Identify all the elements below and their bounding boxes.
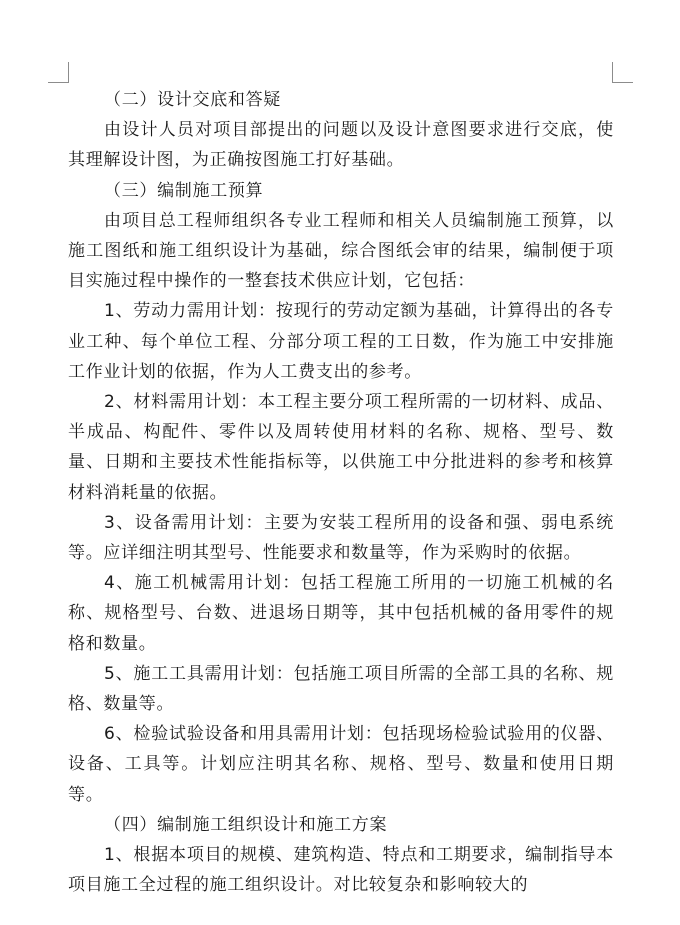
section-heading-2: （二）设计交底和答疑 [104, 90, 281, 110]
page-corner-mark-top-left [48, 62, 69, 83]
document-body [68, 85, 614, 900]
paragraph-equipment-plan: 3、设备需用计划：主要为安装工程所用的设备和强、弱电系统等。应详细注明其型号、性能要求和数量等，作为采购时的依据。 [68, 512, 614, 564]
section-heading-3: （三）编制施工预算 [104, 180, 264, 201]
paragraph-tools-plan: 5、施工工具需用计划：包括施工项目所需的全部工具的名称、规格、数量等。 [68, 663, 614, 715]
paragraph-labor-plan: 1、劳动力需用计划：按现行的劳动定额为基础，计算得出的各专业工种、每个单位工程、分部分项工程的工日数，作为施工中安排施工作业计划的依据，作为人工费支出的参考。 [68, 301, 614, 382]
paragraph-design-disclosure: 由设计人员对项目部提出的问题以及设计意图要求进行交底，使其理解设计图，为正确按图施工打好基础。 [68, 120, 614, 171]
section-heading-4: （四）编制施工组织设计和施工方案 [104, 814, 388, 835]
paragraph-budget-intro: 由项目总工程师组织各专业工程师和相关人员编制施工预算，以施工图纸和施工组织设计为基础，综合图纸会审的结果，编制便于项目实施过程中操作的一整套技术供应计划，它包括： [68, 210, 614, 292]
paragraph-testing-plan: 6、检验试验设备和用具需用计划：包括现场检验试验用的仪器、设备、工具等。计划应注明其名称、规格、型号、数量和使用日期等。 [68, 724, 614, 805]
paragraph-organization-design: 1、根据本项目的规模、建筑构造、特点和工期要求，编制指导本项目施工全过程的施工组织设计。对比较复杂和影响较大的 [68, 845, 614, 896]
paragraph-material-plan: 2、材料需用计划：本工程主要分项工程所需的一切材料、成品、半成品、构配件、零件以及周转使用材料的名称、规格、型号、数量、日期和主要技术性能指标等，以供施工中分批进料的参考和核算材料消耗量的依据。 [68, 392, 614, 503]
page-corner-mark-top-right [612, 62, 633, 83]
paragraph-machinery-plan: 4、施工机械需用计划：包括工程施工所用的一切施工机械的名称、规格型号、台数、进退场日期等，其中包括机械的备用零件的规格和数量。 [68, 573, 614, 654]
